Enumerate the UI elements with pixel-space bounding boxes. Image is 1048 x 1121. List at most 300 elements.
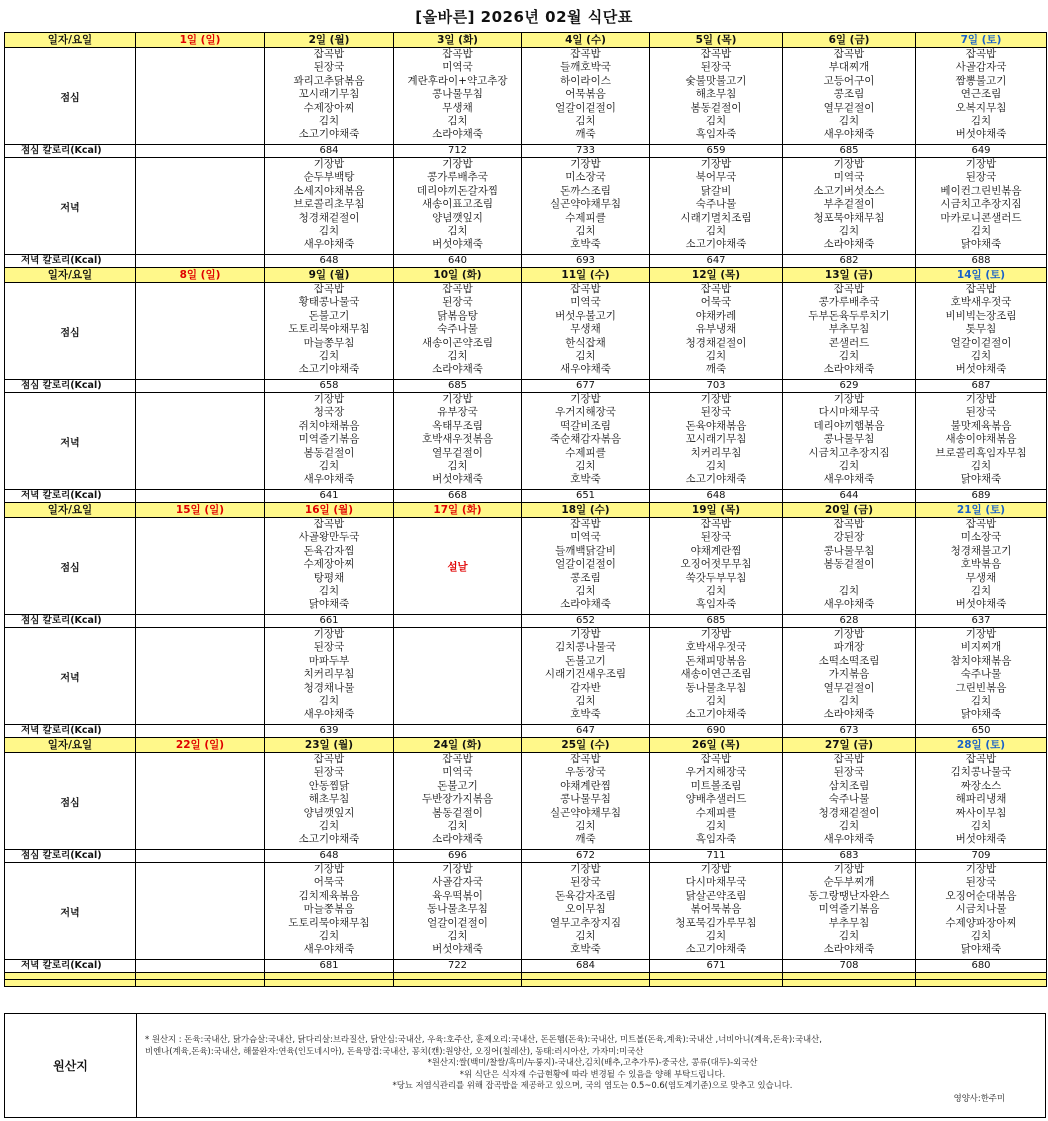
menu-item: 새우야채죽 — [303, 943, 355, 956]
menu-item: 우거지해장국 — [555, 406, 616, 419]
menu-item: 데리야끼돈갈자찜 — [416, 184, 499, 197]
menu-item: 시금치고추장지짐 — [940, 198, 1022, 211]
dinner-menu-cell — [394, 158, 522, 255]
menu-item: 콩나물무침 — [823, 544, 875, 557]
lunch-menu-cell — [783, 753, 916, 850]
menu-item: 버섯야채죽 — [432, 943, 483, 956]
lunch-menu-cell — [136, 518, 265, 615]
menu-item: 흑임자죽 — [695, 128, 737, 141]
menu-item: 양배추샐러드 — [685, 793, 747, 806]
menu-item: 우거지해장국 — [685, 766, 747, 779]
menu-item: 청경채겉절이 — [818, 806, 880, 819]
origin-label: 원산지 — [5, 1014, 137, 1117]
menu-item: 수제장아찌 — [303, 558, 355, 571]
menu-item: 기장밥 — [570, 863, 601, 875]
menu-item: 미역국 — [442, 61, 473, 74]
menu-item: 김치 — [705, 349, 727, 362]
menu-item: 시래기멸치조림 — [680, 211, 752, 224]
blank-cell — [5, 973, 136, 980]
menu-item: 미역국 — [442, 766, 473, 779]
menu-item: 잡곡밥 — [570, 753, 601, 765]
menu-item: 김치 — [318, 459, 340, 472]
menu-item: 어묵국 — [313, 876, 345, 889]
day-header: 24일 (화) — [394, 738, 522, 753]
menu-item: 소라야채죽 — [823, 943, 875, 956]
menu-item: 된장국 — [700, 406, 732, 419]
origin-line: * 원산지 : 돈육:국내산, 닭가슴살:국내산, 닭다리살:브라질산, 닭안심:국내산, 우육:호주산, 훈제오리:국내산, 돈돈햄(돈육):국내산, 미트볼(돈육,계육):국내산 ,너비아니(계육,돈육):국내산, — [145, 1034, 822, 1044]
lunch-calorie-value: 685 — [650, 615, 783, 628]
menu-item: 김치제육볶음 — [298, 889, 360, 902]
menu-item: 숙주나물 — [960, 668, 1002, 681]
dinner-calorie-value: 693 — [522, 255, 650, 268]
menu-item: 기장밥 — [833, 628, 865, 640]
lunch-menu-cell — [522, 48, 650, 145]
dinner-calorie-value: 647 — [522, 725, 650, 738]
menu-item: 기장밥 — [700, 393, 732, 405]
menu-item: 짜사이무침 — [955, 806, 1007, 819]
dinner-calorie-label: 저녁 칼로리(Kcal) — [5, 960, 136, 973]
lunch-calorie-value: 685 — [394, 380, 522, 393]
lunch-menu-cell — [522, 518, 650, 615]
menu-item: 비비빅는장조림 — [945, 309, 1017, 322]
dinner-menu-cell — [650, 393, 783, 490]
menu-item: 잡곡밥 — [700, 283, 732, 295]
dinner-calorie-value: 682 — [783, 255, 916, 268]
menu-item: 돈채피망볶음 — [685, 654, 747, 667]
menu-item: 깨죽 — [575, 128, 596, 141]
menu-item: 기장밥 — [965, 158, 997, 170]
dinner-calorie-label: 저녁 칼로리(Kcal) — [5, 255, 136, 268]
dinner-menu-cell — [650, 628, 783, 725]
menu-item: 수제장아찌 — [303, 101, 355, 114]
menu-item: 오이무침 — [565, 903, 606, 916]
dinner-calorie-value: 722 — [394, 960, 522, 973]
day-header: 10일 (화) — [394, 268, 522, 283]
menu-item: 잡곡밥 — [570, 283, 601, 295]
menu-item: 흑임자죽 — [695, 598, 737, 611]
menu-item: 소고기야채죽 — [685, 473, 747, 486]
origin-line: *당뇨 저염식관리를 위해 잡곡밥을 제공하고 있으며, 국의 염도는 0.5~0.6(염도계기준)으로 맞추고 있습니다. — [392, 1080, 793, 1090]
dinner-calorie-value: 647 — [650, 255, 783, 268]
lunch-calorie-label: 점심 칼로리(Kcal) — [5, 850, 136, 863]
menu-item: 된장국 — [313, 641, 345, 654]
menu-item: 마늘쫑볶음 — [303, 903, 355, 916]
holiday-label: 설날 — [394, 518, 522, 615]
menu-item: 김치 — [318, 694, 340, 707]
menu-item: 소고기야채죽 — [298, 128, 360, 141]
menu-item: 양념깻잎지 — [303, 806, 355, 819]
menu-item: 청포묵김가루무침 — [675, 916, 757, 929]
menu-item: 순두부찌개 — [823, 876, 875, 889]
menu-item: 버섯우불고기 — [555, 309, 616, 322]
lunch-calorie-value: 733 — [522, 145, 650, 158]
lunch-calorie-value: 648 — [265, 850, 394, 863]
menu-item: 숙주나물 — [828, 793, 870, 806]
menu-item: 다시마채무국 — [685, 876, 747, 889]
menu-item: 실곤약야채무침 — [549, 198, 621, 211]
menu-item: 청포묵야채무침 — [813, 211, 885, 224]
lunch-menu-cell — [916, 48, 1047, 145]
menu-item: 잡곡밥 — [570, 518, 601, 530]
dinner-menu-cell — [394, 628, 522, 725]
menu-item: 열무겉절이 — [823, 101, 875, 114]
date-header-label: 일자/요일 — [5, 33, 136, 48]
menu-item: 김치 — [447, 459, 468, 472]
menu-item: 된장국 — [442, 296, 473, 309]
menu-item: 잡곡밥 — [442, 283, 473, 295]
lunch-calorie-value — [394, 615, 522, 628]
menu-item: 수제피클 — [565, 211, 606, 224]
date-header-label: 일자/요일 — [5, 503, 136, 518]
menu-item: 봄동겉절이 — [303, 446, 355, 459]
menu-item: 새우야채죽 — [823, 128, 875, 141]
menu-item: 돈불고기 — [437, 779, 478, 792]
menu-item: 김치 — [705, 819, 727, 832]
dinner-calorie-value: 668 — [394, 490, 522, 503]
menu-item: 얼갈이겉절이 — [950, 336, 1012, 349]
dinner-label: 저녁 — [5, 863, 136, 960]
menu-item: 들깨호박국 — [560, 61, 611, 74]
dinner-menu-cell — [916, 158, 1047, 255]
menu-item: 무생채 — [570, 323, 601, 336]
day-header: 9일 (월) — [265, 268, 394, 283]
menu-item: 육우떡볶이 — [432, 889, 483, 902]
dinner-calorie-value: 641 — [265, 490, 394, 503]
menu-item: 불맛제육볶음 — [950, 419, 1012, 432]
menu-item: 양념깻잎지 — [432, 211, 483, 224]
menu-item: 새송이연근조림 — [680, 668, 752, 681]
menu-item: 연근조림 — [960, 88, 1002, 101]
dinner-menu-cell — [916, 393, 1047, 490]
menu-item: 기장밥 — [833, 393, 865, 405]
menu-item: 숙주나물 — [695, 198, 737, 211]
menu-item: 브로콜리초무침 — [293, 198, 365, 211]
dinner-calorie-value: 651 — [522, 490, 650, 503]
menu-item — [783, 572, 915, 585]
lunch-menu-cell — [783, 48, 916, 145]
menu-item: 호박새우젓국 — [685, 641, 747, 654]
menu-item: 닭야채죽 — [960, 708, 1002, 721]
menu-item: 깨죽 — [575, 833, 596, 846]
menu-item: 다시마채무국 — [818, 406, 880, 419]
menu-item: 그린빈볶음 — [955, 681, 1007, 694]
lunch-calorie-value — [136, 850, 265, 863]
menu-item: 된장국 — [313, 61, 345, 74]
menu-item: 동나물초무침 — [427, 903, 488, 916]
lunch-calorie-label: 점심 칼로리(Kcal) — [5, 615, 136, 628]
lunch-menu-cell — [783, 283, 916, 380]
menu-item: 호박볶음 — [960, 558, 1002, 571]
dinner-calorie-value: 690 — [650, 725, 783, 738]
dinner-calorie-value — [136, 960, 265, 973]
menu-item: 수제피클 — [565, 446, 606, 459]
menu-item: 잡곡밥 — [313, 283, 345, 295]
menu-item: 사골감자국 — [432, 876, 483, 889]
dinner-calorie-value: 648 — [650, 490, 783, 503]
day-header: 1일 (일) — [136, 33, 265, 48]
menu-item: 들깨백닭갈비 — [555, 544, 616, 557]
lunch-calorie-value: 649 — [916, 145, 1047, 158]
menu-item: 미트볼조림 — [690, 779, 742, 792]
dinner-menu-cell — [265, 628, 394, 725]
menu-item: 미역국 — [833, 171, 865, 184]
dinner-menu-cell — [136, 863, 265, 960]
menu-item: 소라야채죽 — [432, 128, 483, 141]
menu-item: 무생채 — [965, 571, 997, 584]
menu-item: 기장밥 — [700, 863, 732, 875]
menu-item: 얼갈이겉절이 — [427, 916, 488, 929]
menu-item: 순두부백탕 — [303, 171, 355, 184]
menu-item: 김치 — [447, 819, 468, 832]
dinner-menu-cell — [650, 863, 783, 960]
menu-item: 새송이곤약조림 — [421, 336, 493, 349]
dinner-menu-cell — [783, 863, 916, 960]
menu-item: 기장밥 — [833, 158, 865, 170]
lunch-calorie-value: 661 — [265, 615, 394, 628]
lunch-menu-cell — [265, 48, 394, 145]
day-header: 12일 (목) — [650, 268, 783, 283]
dinner-menu-cell — [522, 628, 650, 725]
menu-item: 기장밥 — [570, 628, 601, 640]
dinner-menu-cell — [522, 158, 650, 255]
day-header: 16일 (월) — [265, 503, 394, 518]
menu-item: 시래기건새우조림 — [544, 668, 627, 681]
menu-item: 떡갈비조림 — [560, 419, 611, 432]
menu-item: 김치 — [447, 224, 468, 237]
dinner-calorie-value: 708 — [783, 960, 916, 973]
lunch-calorie-value: 658 — [265, 380, 394, 393]
menu-item: 호박죽 — [570, 708, 601, 721]
menu-item: 김치 — [705, 584, 727, 597]
menu-item: 호박새우젓볶음 — [421, 433, 493, 446]
lunch-calorie-value — [136, 145, 265, 158]
menu-item: 잡곡밥 — [833, 48, 865, 60]
menu-item: 야채계란찜 — [690, 544, 742, 557]
lunch-menu-cell — [650, 753, 783, 850]
menu-item: 미역줄기볶음 — [818, 903, 880, 916]
menu-item: 잡곡밥 — [965, 518, 997, 530]
menu-item: 김치 — [575, 694, 596, 707]
menu-item: 미역국 — [570, 531, 601, 544]
menu-item: 김치 — [838, 459, 860, 472]
menu-item: 잡곡밥 — [700, 48, 732, 60]
lunch-calorie-value: 628 — [783, 615, 916, 628]
menu-item: 소고기야채죽 — [685, 708, 747, 721]
menu-item: 베이컨그린빈볶음 — [940, 184, 1022, 197]
menu-item: 청국장 — [313, 406, 345, 419]
lunch-menu-cell — [916, 283, 1047, 380]
lunch-menu-cell — [265, 283, 394, 380]
menu-item: 새우야채죽 — [823, 598, 875, 611]
dinner-calorie-value: 688 — [916, 255, 1047, 268]
menu-item: 김치 — [318, 929, 340, 942]
lunch-calorie-value: 711 — [650, 850, 783, 863]
date-header-label: 일자/요일 — [5, 738, 136, 753]
menu-item: 하이라이스 — [560, 74, 611, 87]
menu-item: 새송이야채볶음 — [945, 433, 1017, 446]
menu-item: 감자반 — [570, 681, 601, 694]
menu-item: 버섯야채죽 — [955, 833, 1007, 846]
lunch-calorie-value: 677 — [522, 380, 650, 393]
menu-item: 잡곡밥 — [700, 518, 732, 530]
dinner-calorie-label: 저녁 칼로리(Kcal) — [5, 725, 136, 738]
menu-item: 된장국 — [313, 766, 345, 779]
lunch-menu-cell — [394, 753, 522, 850]
menu-item: 해초무침 — [308, 793, 350, 806]
dinner-calorie-value: 671 — [650, 960, 783, 973]
menu-item: 유부장국 — [437, 406, 478, 419]
menu-item: 숙주나물 — [437, 323, 478, 336]
lunch-menu-cell — [650, 518, 783, 615]
lunch-menu-cell — [916, 753, 1047, 850]
lunch-label: 점심 — [5, 753, 136, 850]
menu-item: 돈불고기 — [565, 654, 606, 667]
dinner-menu-cell — [783, 393, 916, 490]
menu-item: 김치 — [318, 349, 340, 362]
menu-item: 버섯야채죽 — [955, 598, 1007, 611]
menu-item: 김치 — [318, 819, 340, 832]
menu-item: 봄동겉절이 — [432, 806, 483, 819]
lunch-menu-cell — [136, 48, 265, 145]
menu-item: 가지볶음 — [828, 668, 870, 681]
menu-item: 짬뽕불고기 — [955, 74, 1007, 87]
menu-item: 김치 — [970, 584, 992, 597]
lunch-menu-cell — [522, 283, 650, 380]
menu-item: 미역줄기볶음 — [298, 433, 360, 446]
menu-item: 옥태무조림 — [432, 419, 483, 432]
lunch-calorie-value: 684 — [265, 145, 394, 158]
menu-item: 새우야채죽 — [560, 363, 611, 376]
menu-item: 호박죽 — [570, 943, 601, 956]
menu-item: 강된장 — [833, 531, 865, 544]
menu-item: 잡곡밥 — [570, 48, 601, 60]
menu-item: 기장밥 — [313, 158, 345, 170]
menu-item: 부추겉절이 — [823, 198, 875, 211]
menu-item: 새송이표고조림 — [421, 198, 493, 211]
menu-item: 닭야채죽 — [960, 943, 1002, 956]
menu-item: 김치 — [838, 584, 860, 597]
origin-line: *원산지:쌀(백미/찰쌀/흑미/누룽지)-국내산,김치(배추,고추가루)-중국산, 콩류(대두)-외국산 — [427, 1057, 758, 1067]
dinner-calorie-value: 689 — [916, 490, 1047, 503]
menu-item: 소고기야채죽 — [685, 238, 747, 251]
page-title: [올바른] 2026년 02월 식단표 — [415, 8, 633, 26]
menu-item: 죽순채감자볶음 — [549, 433, 621, 446]
menu-item: 돈까스조림 — [560, 184, 611, 197]
menu-item: 야채계란찜 — [560, 779, 611, 792]
menu-item: 잡곡밥 — [313, 518, 345, 530]
menu-item: 버섯야채죽 — [432, 238, 483, 251]
lunch-calorie-value: 703 — [650, 380, 783, 393]
dinner-menu-cell — [394, 863, 522, 960]
menu-item: 호박죽 — [570, 238, 601, 251]
menu-item: 고등어구이 — [823, 74, 875, 87]
menu-item: 잡곡밥 — [313, 753, 345, 765]
menu-item: 파개장 — [833, 641, 865, 654]
menu-item: 된장국 — [570, 876, 601, 889]
menu-item: 봄동겉절이 — [690, 101, 742, 114]
menu-item: 잡곡밥 — [833, 753, 865, 765]
menu-item: 기장밥 — [700, 158, 732, 170]
menu-item: 얼갈이겉절이 — [555, 101, 616, 114]
menu-item: 잡곡밥 — [442, 753, 473, 765]
menu-item: 무생채 — [442, 101, 473, 114]
menu-item: 안동찜닭 — [308, 779, 350, 792]
lunch-menu-cell — [650, 283, 783, 380]
dietitian: 영양사:한주미 — [953, 1093, 1005, 1103]
menu-item: 새우야채죽 — [303, 708, 355, 721]
menu-item: 흑임자죽 — [695, 833, 737, 846]
dinner-menu-cell — [783, 628, 916, 725]
menu-item: 돈육감자조림 — [555, 889, 616, 902]
dinner-menu-cell — [783, 158, 916, 255]
menu-item: 기장밥 — [442, 393, 473, 405]
lunch-label: 점심 — [5, 48, 136, 145]
lunch-menu-cell — [136, 283, 265, 380]
menu-item: 도토리묵야채무침 — [288, 323, 370, 336]
menu-item: 수제양파장아찌 — [945, 916, 1017, 929]
menu-item: 김치 — [970, 459, 992, 472]
menu-item: 열무고추장지짐 — [549, 916, 621, 929]
menu-item: 두부돈육두루치기 — [808, 309, 890, 322]
menu-item: 미역국 — [570, 296, 601, 309]
menu-item: 실곤약야채무침 — [549, 806, 621, 819]
menu-item: 기장밥 — [570, 393, 601, 405]
menu-item: 콘샐러드 — [828, 336, 870, 349]
date-header-label: 일자/요일 — [5, 268, 136, 283]
menu-item: 얼갈이겉절이 — [555, 558, 616, 571]
menu-item: 김치 — [705, 929, 727, 942]
lunch-calorie-value: 685 — [783, 145, 916, 158]
menu-item: 치커리무침 — [303, 668, 355, 681]
menu-item: 닭야채죽 — [960, 238, 1002, 251]
menu-item: 김치 — [970, 349, 992, 362]
menu-item: 소고기야채죽 — [685, 943, 747, 956]
menu-item: 기장밥 — [313, 863, 345, 875]
menu-item: 오징어젓무무침 — [680, 558, 752, 571]
menu-item: 기장밥 — [700, 628, 732, 640]
menu-item: 김치 — [705, 224, 727, 237]
day-header: 4일 (수) — [522, 33, 650, 48]
lunch-menu-cell — [783, 518, 916, 615]
menu-item: 김치 — [705, 694, 727, 707]
lunch-calorie-value: 629 — [783, 380, 916, 393]
lunch-menu-cell — [136, 753, 265, 850]
day-header: 19일 (목) — [650, 503, 783, 518]
menu-item: 잡곡밥 — [442, 48, 473, 60]
menu-item: 쑥갓두부무침 — [685, 571, 747, 584]
lunch-menu-cell — [265, 518, 394, 615]
dinner-calorie-value: 644 — [783, 490, 916, 503]
menu-item: 돈육야채볶음 — [685, 419, 747, 432]
menu-item: 버섯야채죽 — [955, 363, 1007, 376]
lunch-calorie-value: 696 — [394, 850, 522, 863]
menu-item: 된장국 — [965, 406, 997, 419]
menu-item: 김치 — [575, 459, 596, 472]
lunch-menu-cell — [394, 283, 522, 380]
menu-item: 버섯야채죽 — [955, 128, 1007, 141]
menu-item: 콩가루배추국 — [818, 296, 880, 309]
lunch-menu-cell — [522, 753, 650, 850]
menu-item: 김치 — [447, 349, 468, 362]
day-header: 23일 (월) — [265, 738, 394, 753]
menu-item: 마늘쫑무침 — [303, 336, 355, 349]
menu-item: 소고기야채죽 — [298, 833, 360, 846]
menu-item: 김치 — [318, 224, 340, 237]
menu-item: 계란후라이+약고추장 — [407, 74, 508, 87]
lunch-calorie-value: 672 — [522, 850, 650, 863]
origin-line: 비엔나(계육,돈육):국내산, 해물완자:연육(인도네시아), 돈육망겹:국내산, 꽁치(캔):원양산, 오징어(칠레산), 동태:러시아산, 가자미:미국산 — [145, 1045, 644, 1056]
menu-item: 김치 — [838, 349, 860, 362]
